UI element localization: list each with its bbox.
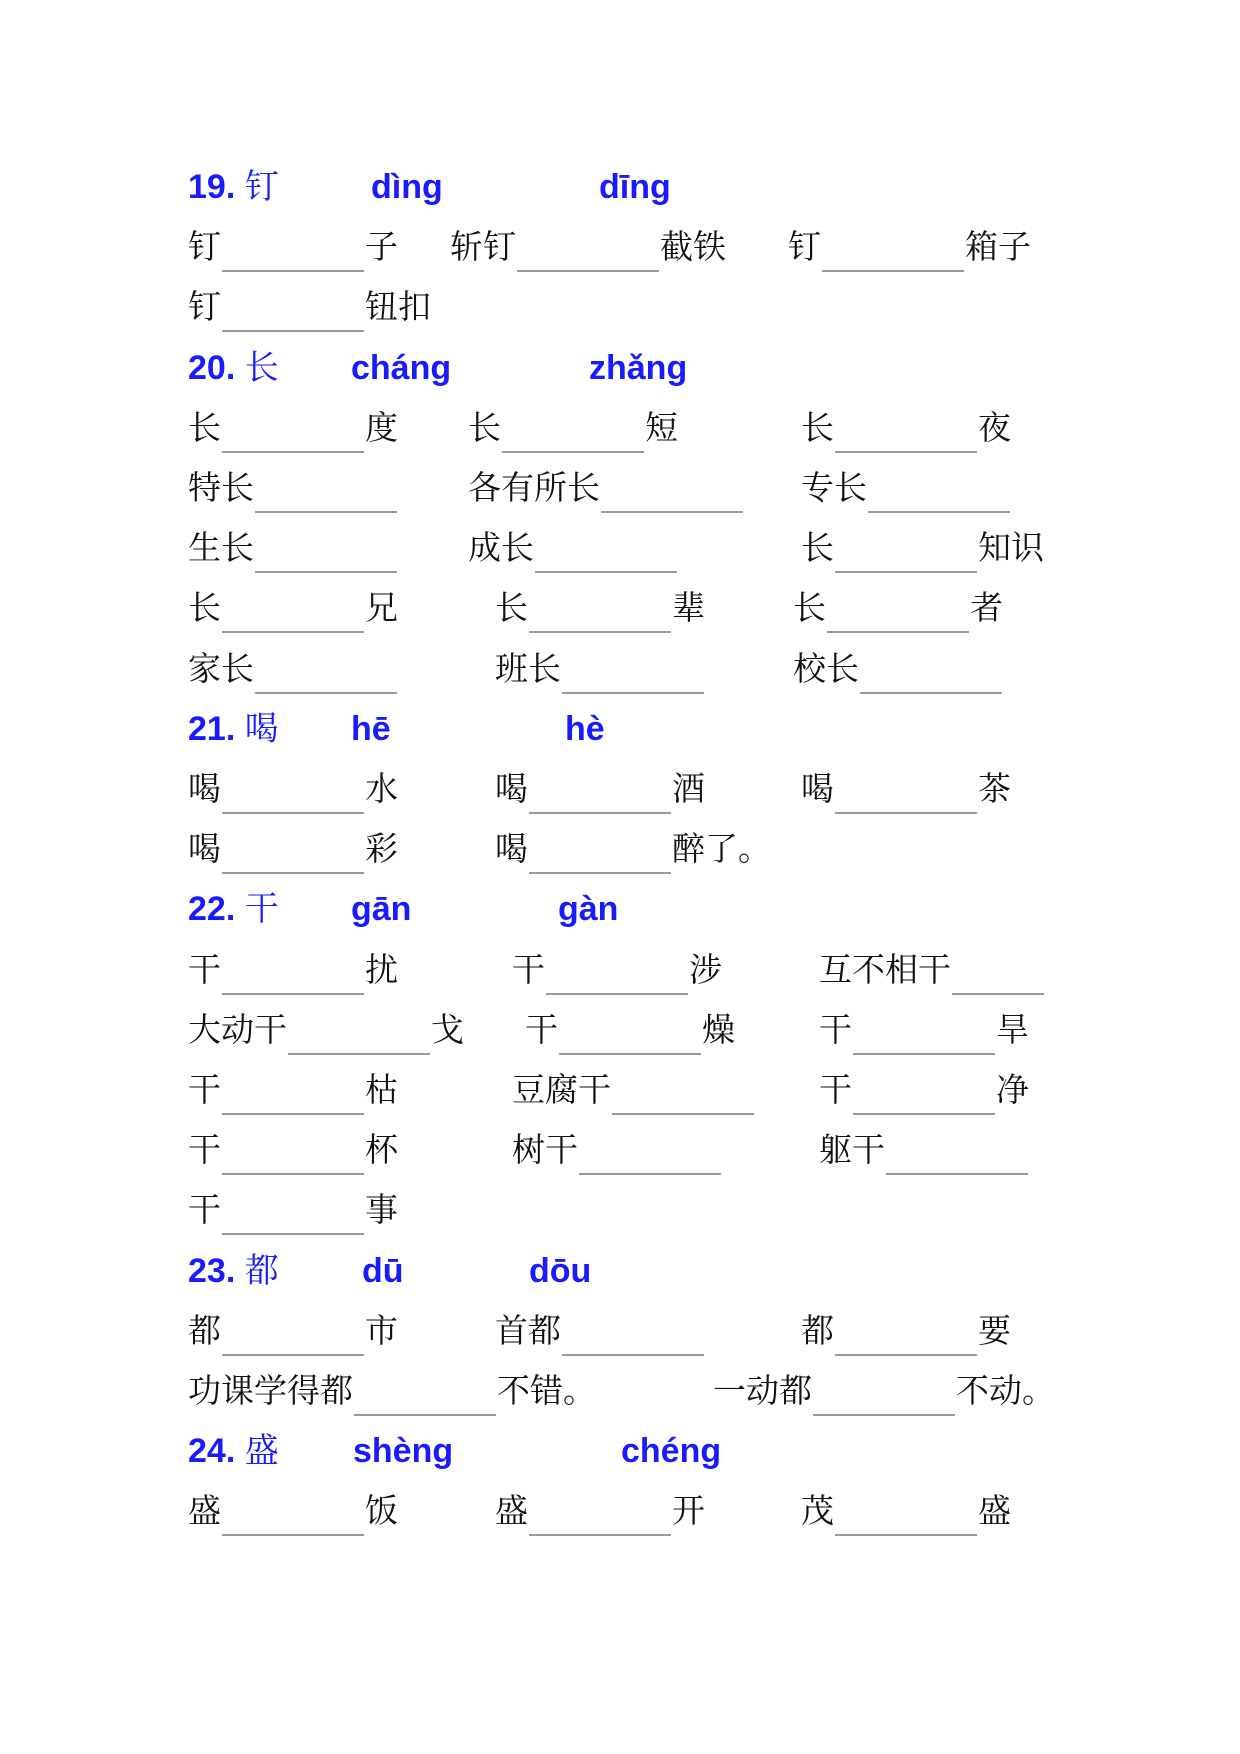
fill-in-item: [495, 764, 705, 814]
fill-in-item: [495, 824, 771, 874]
exercise-row: [0, 824, 1240, 874]
exercise-row: [0, 583, 1240, 633]
fill-in-item: [801, 403, 1011, 453]
item-suffix: 夜: [978, 407, 1011, 447]
item-suffix: 箱子: [965, 227, 1031, 267]
answer-blank[interactable]: [255, 473, 397, 513]
fill-in-item: [188, 824, 398, 874]
item-prefix: 干: [188, 1070, 221, 1109]
exercise-row: [0, 945, 1240, 995]
item-suffix: 彩: [365, 829, 398, 869]
item-suffix: 旱: [996, 1009, 1029, 1049]
section-header: [0, 1246, 1240, 1296]
answer-blank[interactable]: [822, 232, 964, 272]
answer-blank[interactable]: [222, 593, 364, 633]
section-number: [188, 1426, 279, 1476]
item-prefix: 干: [819, 1070, 852, 1109]
pinyin-reading: gàn: [558, 890, 619, 929]
fill-in-item: [468, 403, 678, 453]
item-suffix: 截铁: [660, 227, 726, 267]
item-prefix: 茂: [801, 1491, 834, 1531]
fill-in-item: [512, 945, 722, 995]
item-prefix: 首都: [495, 1310, 561, 1350]
fill-in-item: [188, 1125, 398, 1175]
fill-in-item: [495, 583, 705, 633]
fill-in-item: [793, 644, 1003, 694]
item-prefix: 盛: [188, 1491, 221, 1531]
answer-blank[interactable]: [529, 834, 671, 874]
item-suffix: 事: [365, 1190, 398, 1230]
exercise-row: [0, 644, 1240, 694]
item-prefix: 校长: [793, 648, 859, 688]
item-suffix: 净: [996, 1070, 1029, 1109]
section-number-text: 19.: [188, 168, 236, 206]
item-prefix: 钉: [788, 227, 821, 267]
item-prefix: 喝: [495, 769, 528, 808]
fill-in-item: [819, 945, 1045, 995]
fill-in-item: [188, 945, 398, 995]
section-number: [188, 1246, 279, 1296]
fill-in-item: [188, 1486, 398, 1536]
fill-in-item: [801, 463, 1011, 513]
answer-blank[interactable]: [517, 232, 659, 272]
exercise-row: [0, 1366, 1240, 1416]
pinyin-reading: dōu: [529, 1251, 592, 1290]
item-prefix: 长: [468, 407, 501, 447]
section-number-text: 21.: [188, 709, 236, 748]
item-suffix: 茶: [978, 769, 1011, 808]
answer-blank[interactable]: [222, 774, 364, 814]
answer-blank[interactable]: [255, 654, 397, 694]
fill-in-item: [188, 1306, 398, 1356]
item-prefix: 干: [188, 1190, 221, 1230]
item-prefix: 树干: [512, 1130, 578, 1170]
section-character: 钉: [244, 167, 279, 207]
fill-in-item: [819, 1065, 1029, 1115]
item-prefix: 互不相干: [819, 949, 951, 989]
section-number: [188, 162, 279, 212]
answer-blank[interactable]: [813, 1376, 955, 1416]
section-character: 盛: [244, 1431, 279, 1472]
item-suffix: 扰: [365, 949, 398, 989]
item-prefix: 长: [801, 528, 834, 568]
answer-blank[interactable]: [354, 1376, 496, 1416]
exercise-row: [0, 1486, 1240, 1536]
answer-blank[interactable]: [601, 473, 743, 513]
item-prefix: 专长: [801, 468, 867, 507]
item-suffix: 不动。: [956, 1371, 1055, 1410]
pinyin-reading: shèng: [353, 1432, 454, 1471]
fill-in-item: [188, 222, 398, 272]
fill-in-item: [188, 1065, 398, 1115]
item-suffix: 开: [672, 1491, 705, 1531]
answer-blank[interactable]: [222, 955, 364, 995]
item-suffix: 饭: [365, 1491, 398, 1531]
fill-in-item: [495, 1486, 705, 1536]
answer-blank[interactable]: [502, 413, 644, 453]
item-suffix: 钮扣: [365, 287, 431, 327]
answer-blank[interactable]: [562, 1316, 704, 1356]
fill-in-item: [788, 222, 1031, 272]
section-character: 喝: [244, 708, 279, 749]
answer-blank[interactable]: [529, 593, 671, 633]
answer-blank[interactable]: [222, 1316, 364, 1356]
answer-blank[interactable]: [559, 1015, 701, 1055]
item-suffix: 醉了。: [672, 829, 771, 869]
item-suffix: 兄: [365, 588, 398, 628]
fill-in-item: [801, 1306, 1011, 1356]
section-number: [188, 884, 279, 934]
section-number: [188, 343, 279, 393]
answer-blank[interactable]: [529, 774, 671, 814]
exercise-row: [0, 1005, 1240, 1055]
item-prefix: 斩钉: [450, 227, 516, 267]
answer-blank[interactable]: [835, 1496, 977, 1536]
answer-blank[interactable]: [886, 1135, 1028, 1175]
exercise-row: [0, 523, 1240, 573]
answer-blank[interactable]: [835, 533, 977, 573]
item-prefix: 长: [188, 588, 221, 628]
answer-blank[interactable]: [222, 292, 364, 332]
answer-blank[interactable]: [288, 1015, 430, 1055]
item-prefix: 喝: [188, 829, 221, 869]
fill-in-item: [793, 583, 1003, 633]
exercise-row: [0, 1125, 1240, 1175]
section-header: [0, 162, 1240, 212]
item-prefix: 班长: [495, 648, 561, 688]
exercise-row: [0, 403, 1240, 453]
answer-blank[interactable]: [222, 413, 364, 453]
answer-blank[interactable]: [868, 473, 1010, 513]
pinyin-reading: gān: [351, 890, 412, 929]
item-suffix: 者: [970, 588, 1003, 628]
item-prefix: 生长: [188, 528, 254, 568]
exercise-row: [0, 463, 1240, 513]
section-header: [0, 343, 1240, 393]
item-prefix: 长: [495, 588, 528, 628]
fill-in-item: [801, 764, 1011, 814]
fill-in-item: [188, 523, 398, 573]
section-character: 干: [244, 889, 279, 930]
item-suffix: 不错。: [497, 1371, 596, 1410]
item-suffix: 度: [365, 407, 398, 447]
fill-in-item: [188, 764, 398, 814]
fill-in-item: [188, 282, 431, 332]
item-prefix: 干: [188, 1130, 221, 1170]
pinyin-reading: cháng: [351, 348, 452, 387]
fill-in-item: [819, 1005, 1029, 1055]
answer-blank[interactable]: [222, 1135, 364, 1175]
pinyin-reading: dìng: [371, 168, 443, 206]
fill-in-item: [819, 1125, 1029, 1175]
item-prefix: 大动干: [188, 1009, 287, 1049]
item-suffix: 子: [365, 227, 398, 267]
item-prefix: 喝: [801, 769, 834, 808]
item-prefix: 都: [801, 1310, 834, 1350]
fill-in-item: [188, 403, 398, 453]
item-prefix: 各有所长: [468, 468, 600, 507]
answer-blank[interactable]: [222, 232, 364, 272]
pinyin-reading: dīng: [599, 168, 671, 206]
fill-in-item: [801, 523, 1044, 573]
fill-in-item: [495, 644, 705, 694]
answer-blank[interactable]: [612, 1075, 754, 1115]
answer-blank[interactable]: [535, 533, 677, 573]
section-number-text: 20.: [188, 348, 236, 387]
answer-blank[interactable]: [562, 654, 704, 694]
item-prefix: 一动都: [713, 1371, 812, 1410]
answer-blank[interactable]: [222, 1075, 364, 1115]
answer-blank[interactable]: [222, 1195, 364, 1235]
item-prefix: 长: [801, 407, 834, 447]
answer-blank[interactable]: [579, 1135, 721, 1175]
item-prefix: 干: [188, 949, 221, 989]
answer-blank[interactable]: [222, 834, 364, 874]
fill-in-item: [188, 644, 398, 694]
section-character: 长: [244, 347, 279, 388]
answer-blank[interactable]: [546, 955, 688, 995]
item-suffix: 盛: [978, 1491, 1011, 1531]
section-number-text: 22.: [188, 890, 236, 929]
section-number-text: 24.: [188, 1432, 236, 1471]
item-suffix: 知识: [978, 528, 1044, 568]
fill-in-item: [188, 1366, 596, 1416]
section-number-text: 23.: [188, 1251, 236, 1290]
fill-in-item: [188, 1005, 464, 1055]
item-prefix: 特长: [188, 468, 254, 507]
section-header: [0, 884, 1240, 934]
answer-blank[interactable]: [529, 1496, 671, 1536]
exercise-row: [0, 222, 1240, 272]
fill-in-item: [801, 1486, 1011, 1536]
item-prefix: 喝: [188, 769, 221, 808]
item-prefix: 豆腐干: [512, 1070, 611, 1109]
answer-blank[interactable]: [835, 774, 977, 814]
item-suffix: 酒: [672, 769, 705, 808]
pinyin-reading: zhǎng: [589, 348, 688, 387]
item-prefix: 功课学得都: [188, 1371, 353, 1410]
fill-in-item: [450, 222, 726, 272]
pinyin-reading: hè: [565, 709, 605, 748]
item-suffix: 枯: [365, 1070, 398, 1109]
fill-in-item: [512, 1125, 722, 1175]
answer-blank[interactable]: [952, 955, 1044, 995]
fill-in-item: [188, 583, 398, 633]
item-prefix: 干: [819, 1009, 852, 1049]
fill-in-item: [188, 463, 398, 513]
answer-blank[interactable]: [853, 1075, 995, 1115]
item-suffix: 要: [978, 1310, 1011, 1350]
item-suffix: 水: [365, 769, 398, 808]
exercise-row: [0, 282, 1240, 332]
item-prefix: 喝: [495, 829, 528, 869]
fill-in-item: [713, 1366, 1055, 1416]
answer-blank[interactable]: [853, 1015, 995, 1055]
fill-in-item: [468, 523, 678, 573]
exercise-row: [0, 764, 1240, 814]
answer-blank[interactable]: [835, 413, 977, 453]
section-number: [188, 704, 279, 754]
item-suffix: 短: [645, 407, 678, 447]
section-header: [0, 1426, 1240, 1476]
fill-in-item: [495, 1306, 705, 1356]
answer-blank[interactable]: [835, 1316, 977, 1356]
item-suffix: 辈: [672, 588, 705, 628]
section-header: [0, 704, 1240, 754]
fill-in-item: [188, 1185, 398, 1235]
answer-blank[interactable]: [860, 654, 1002, 694]
item-prefix: 家长: [188, 648, 254, 688]
pinyin-reading: hē: [351, 709, 391, 748]
pinyin-reading: dū: [362, 1251, 404, 1290]
section-character: 都: [244, 1250, 279, 1291]
item-suffix: 市: [365, 1310, 398, 1350]
item-prefix: 躯干: [819, 1130, 885, 1170]
item-prefix: 成长: [468, 528, 534, 568]
item-suffix: 燥: [702, 1009, 735, 1049]
fill-in-item: [468, 463, 744, 513]
answer-blank[interactable]: [222, 1496, 364, 1536]
item-suffix: 杯: [365, 1130, 398, 1170]
item-prefix: 钉: [188, 287, 221, 327]
item-prefix: 干: [525, 1009, 558, 1049]
fill-in-item: [525, 1005, 735, 1055]
exercise-row: [0, 1065, 1240, 1115]
item-prefix: 干: [512, 949, 545, 989]
item-prefix: 都: [188, 1310, 221, 1350]
item-prefix: 钉: [188, 227, 221, 267]
item-prefix: 长: [793, 588, 826, 628]
exercise-row: [0, 1185, 1240, 1235]
fill-in-item: [512, 1065, 755, 1115]
item-prefix: 盛: [495, 1491, 528, 1531]
item-suffix: 涉: [689, 949, 722, 989]
pinyin-reading: chéng: [621, 1432, 722, 1471]
item-prefix: 长: [188, 407, 221, 447]
exercise-row: [0, 1306, 1240, 1356]
answer-blank[interactable]: [827, 593, 969, 633]
item-suffix: 戈: [431, 1009, 464, 1049]
answer-blank[interactable]: [255, 533, 397, 573]
